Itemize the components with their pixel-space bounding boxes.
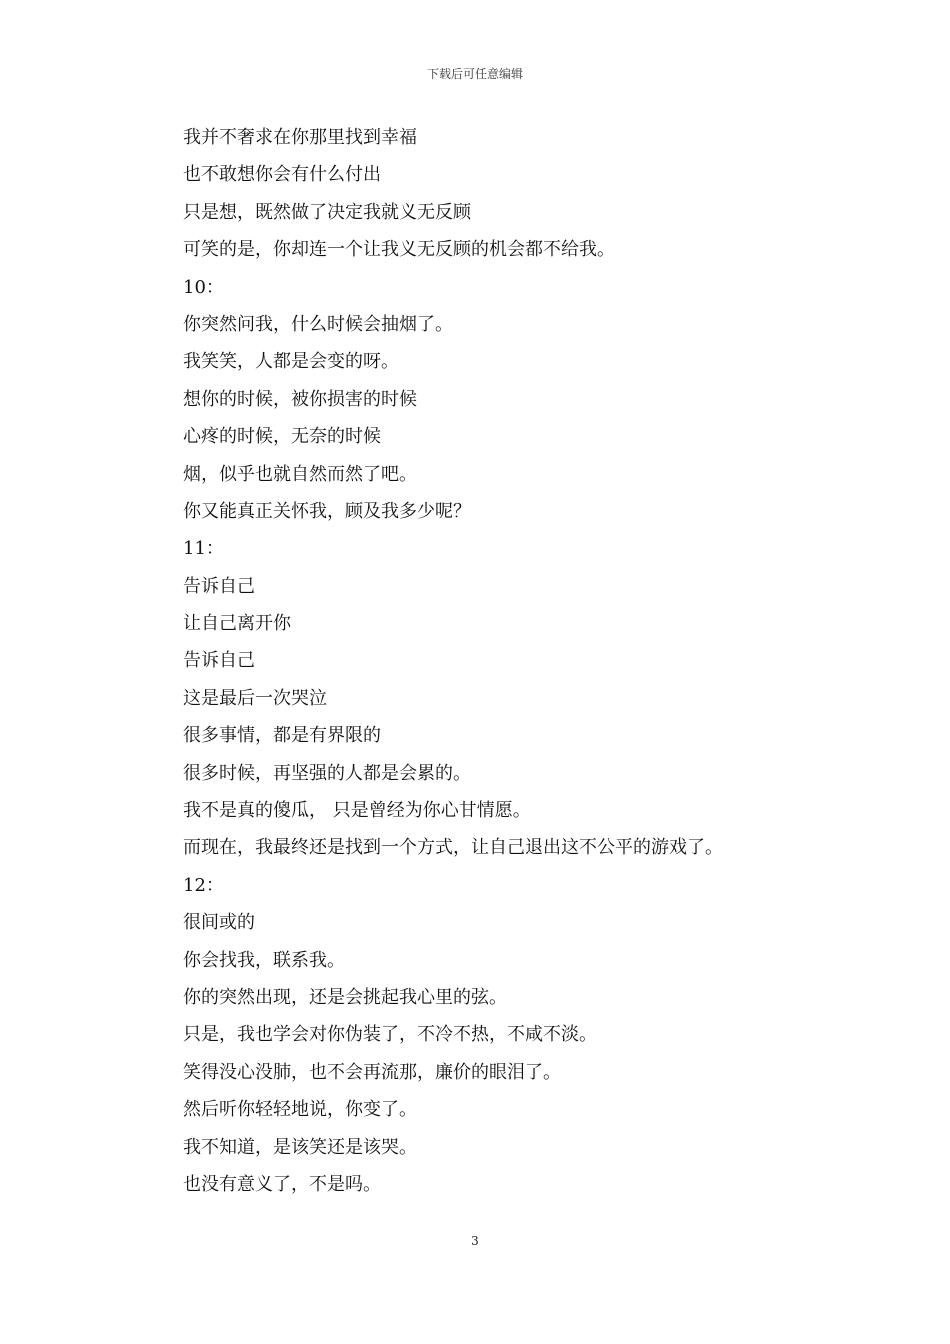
text-line: 很多时候，再坚强的人都是会累的。 (183, 762, 471, 784)
text-line: 然后听你轻轻地说，你变了。 (183, 1099, 417, 1121)
section-number: 11： (183, 538, 224, 560)
text-line: 也没有意义了，不是吗。 (183, 1173, 381, 1195)
text-line: 只是想，既然做了决定我就义无反顾 (183, 201, 471, 223)
text-line: 告诉自己 (183, 575, 255, 597)
text-line: 很间或的 (183, 912, 255, 934)
section-number: 10： (183, 276, 224, 298)
page-number: 3 (471, 1234, 479, 1248)
text-line: 我不知道，是该笑还是该哭。 (183, 1136, 417, 1158)
text-line: 很多事情，都是有界限的 (183, 725, 381, 747)
text-line: 你会找我，联系我。 (183, 949, 345, 971)
text-line: 我笑笑，人都是会变的呀。 (183, 351, 399, 373)
text-line: 烟，似乎也就自然而然了吧。 (183, 463, 417, 485)
text-line: 而现在，我最终还是找到一个方式，让自己退出这不公平的游戏了。 (183, 837, 723, 859)
text-line: 告诉自己 (183, 650, 255, 672)
text-line: 也不敢想你会有什么付出 (183, 164, 381, 186)
text-line: 你又能真正关怀我，顾及我多少呢？ (183, 500, 471, 522)
text-line: 这是最后一次哭泣 (183, 687, 327, 709)
body-text (183, 123, 823, 1207)
text-line: 你突然问我，什么时候会抽烟了。 (183, 313, 453, 335)
text-line: 让自己离开你 (183, 613, 291, 635)
text-line: 只是，我也学会对你伪装了，不冷不热，不咸不淡。 (183, 1024, 597, 1046)
text-line: 心疼的时候，无奈的时候 (183, 426, 381, 448)
text-line: 你的突然出现，还是会挑起我心里的弦。 (183, 986, 507, 1008)
text-line: 可笑的是，你却连一个让我义无反顾的机会都不给我。 (183, 239, 615, 261)
section-number: 12： (183, 874, 224, 896)
text-line: 笑得没心没肺，也不会再流那，廉价的眼泪了。 (183, 1061, 561, 1083)
text-line: 我不是真的傻瓜， 只是曾经为你心甘情愿。 (183, 800, 531, 822)
text-line: 想你的时候，被你损害的时候 (183, 388, 417, 410)
page-header: 下载后可任意编辑 (426, 67, 523, 81)
text-line: 我并不奢求在你那里找到幸福 (183, 127, 417, 148)
